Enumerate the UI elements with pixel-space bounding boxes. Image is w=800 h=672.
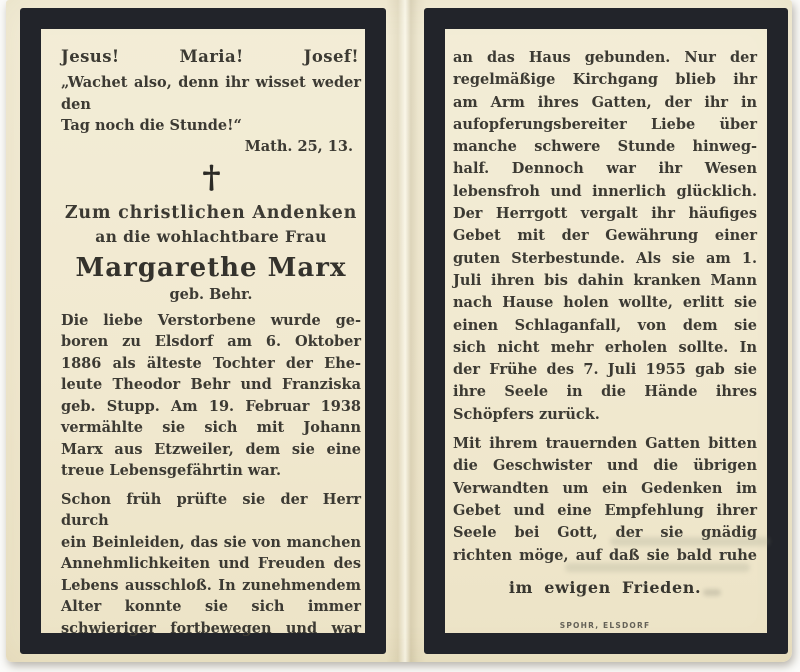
deceased-name: Margarethe Marx	[75, 252, 347, 283]
text-line: Juli ihren bis dahin kranken Mann	[453, 271, 757, 289]
text-line: guten Sterbestunde. Als sie am 1.	[453, 249, 757, 267]
text-line: geb. Stupp. Am 19. Februar 1938	[61, 397, 361, 415]
maiden-name: geb. Behr.	[169, 285, 253, 303]
farewell-paragraph	[453, 433, 757, 567]
text-line: sich nicht mehr erholen sollte. In	[453, 338, 757, 356]
right-page	[424, 8, 788, 654]
left-page	[20, 8, 386, 654]
card-paper	[6, 0, 792, 662]
biography-paragraph-3	[453, 47, 757, 426]
text-line: „Wachet also, denn ihr wisset weder den	[61, 74, 361, 113]
text-line: einen Schlaganfall, von dem sie	[453, 316, 757, 334]
text-line: Mit ihrem trauernden Gatten bitten	[453, 435, 757, 453]
invocation-jesus: Jesus!	[61, 47, 120, 66]
text-line: leute Theodor Behr und Franziska	[61, 376, 361, 393]
text-line: aufopferungsbereiter Liebe über	[453, 115, 757, 133]
text-line: boren zu Elsdorf am 6. Oktober	[61, 333, 361, 350]
text-line: Tag noch die Stunde!“	[61, 117, 242, 134]
text-line: an das Haus gebunden. Nur der	[453, 49, 757, 66]
text-line: Gebet mit der Gewährung einer	[453, 227, 757, 245]
cross-container	[61, 163, 361, 195]
text-line: half. Dennoch war ihr Wesen	[453, 160, 757, 178]
scripture-reference: Math. 25, 13.	[244, 137, 353, 155]
text-line: Die liebe Verstorbene wurde ge-	[61, 311, 361, 329]
text-line: schwieriger fortbewegen und war	[61, 619, 361, 637]
biography-paragraph-2	[61, 489, 361, 640]
text-line: Marx aus Etzweiler, dem sie eine	[61, 440, 361, 458]
center-fold-crease	[386, 0, 426, 662]
text-line: ihre Seele in die Hände ihres	[453, 383, 757, 401]
text-line: die Geschwister und die übrigen	[453, 457, 757, 475]
text-line: Gebet und eine Empfehlung ihrer	[453, 501, 757, 519]
text-line: Schon früh prüfte sie der Herr durch	[61, 490, 361, 529]
dedication-line-1: Zum christlichen Andenken	[64, 202, 358, 223]
text-line: regelmäßige Kirchgang blieb ihr	[453, 71, 757, 89]
text-line: Verwandten um ein Gedenken im	[453, 479, 757, 497]
text-line: Alter konnte sie sich immer	[61, 598, 361, 615]
latin-cross-icon	[202, 163, 221, 193]
text-line: manche schwere Stunde hinweg-	[453, 138, 757, 156]
text-line: nach Hause holen wollte, erlitt sie	[453, 294, 757, 312]
invocation-maria: Maria!	[179, 47, 244, 66]
invocation-josef: Josef!	[303, 47, 359, 66]
invocation-row	[61, 45, 361, 66]
text-line: Der Herrgott vergalt ihr häufiges	[453, 205, 757, 223]
scripture-quote	[61, 72, 361, 137]
text-line: treue Lebensgefährtin war.	[61, 462, 282, 479]
text-line: ein Beinleiden, das sie von manchen	[61, 533, 361, 551]
text-line: richten möge, auf daß sie bald ruhe	[453, 546, 757, 564]
text-line: Lebens ausschloß. In zunehmendem	[61, 576, 361, 594]
text-line: Schöpfers zurück.	[453, 405, 600, 423]
text-line: vermählte sie sich mit Johann	[61, 419, 361, 436]
biography-paragraph-1	[61, 310, 361, 482]
printer-mark: SPOHR, ELSDORF	[559, 620, 651, 630]
text-line: Annehmlichkeiten und Freuden des	[61, 555, 361, 572]
text-line: lebensfroh und innerlich glücklich.	[453, 182, 757, 200]
dedication-line-2: an die wohlachtbare Frau	[95, 226, 327, 246]
text-line: am Arm ihres Gatten, der ihr in	[453, 93, 757, 111]
text-line: 1886 als älteste Tochter der Ehe-	[61, 354, 361, 372]
text-line: der Frühe des 7. Juli 1955 gab sie	[453, 361, 757, 379]
text-line: Seele bei Gott, der sie gnädig	[453, 524, 757, 542]
closing-line: im ewigen Frieden.	[508, 577, 702, 597]
